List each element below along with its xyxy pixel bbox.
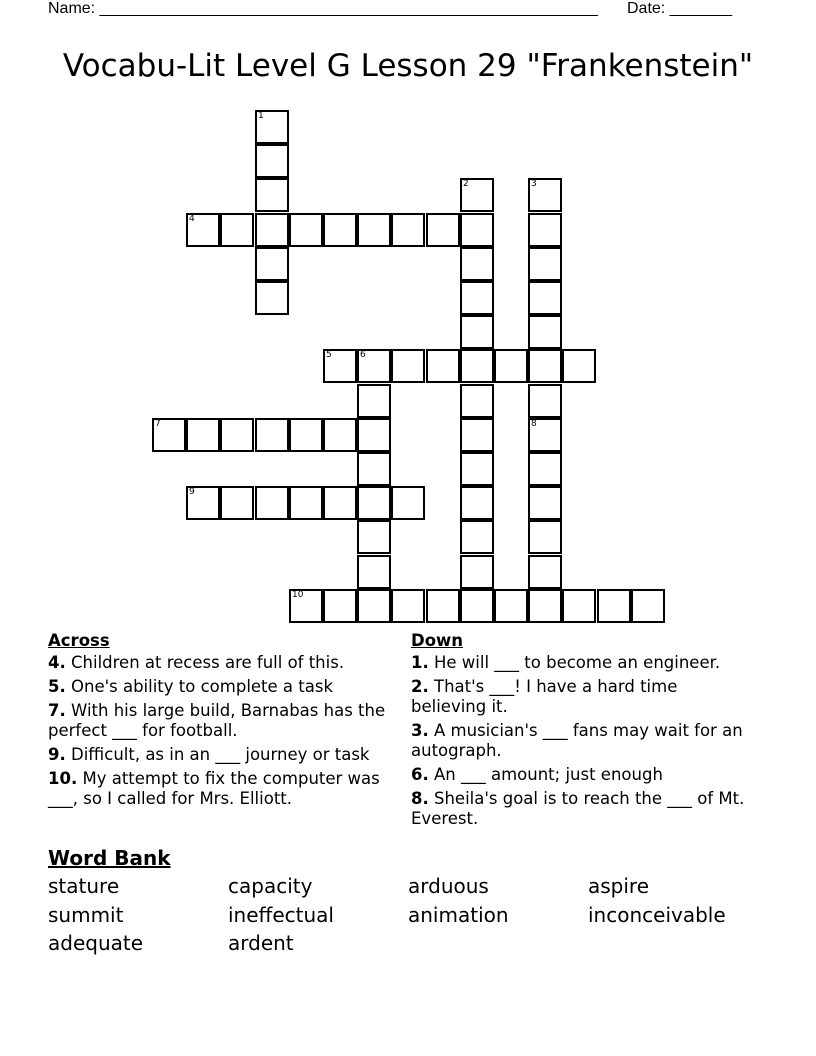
across-clue (48, 653, 388, 673)
word-bank-word: arduous (408, 874, 489, 898)
page-title: Vocabu-Lit Level G Lesson 29 "Frankenstein" (62, 48, 754, 84)
crossword-cell[interactable] (528, 452, 562, 486)
crossword-cell[interactable] (323, 589, 357, 623)
crossword-cell[interactable] (528, 349, 562, 383)
crossword-cell[interactable] (460, 281, 494, 315)
crossword-cell[interactable] (528, 520, 562, 554)
word-bank-word: ineffectual (228, 903, 334, 927)
crossword-cell[interactable] (426, 213, 460, 247)
crossword-cell[interactable] (255, 418, 289, 452)
clue-number: 4. (48, 653, 66, 672)
crossword-cell[interactable] (255, 144, 289, 178)
crossword-cell[interactable] (460, 384, 494, 418)
crossword-cell[interactable] (528, 178, 562, 212)
word-bank-word: capacity (228, 874, 313, 898)
crossword-cell[interactable] (220, 486, 254, 520)
clue-text: He will ___ to become an engineer. (434, 653, 721, 672)
crossword-cell[interactable] (391, 486, 425, 520)
word-bank-word: aspire (588, 874, 650, 898)
crossword-cell[interactable] (460, 178, 494, 212)
crossword-cell[interactable] (460, 349, 494, 383)
crossword-cell[interactable] (528, 247, 562, 281)
crossword-cell[interactable] (289, 486, 323, 520)
crossword-cell[interactable] (255, 281, 289, 315)
crossword-cell[interactable] (460, 555, 494, 589)
name-field-label: Name: ________________________________________________________ (48, 0, 598, 17)
crossword-cell[interactable] (289, 213, 323, 247)
crossword-cell[interactable] (289, 418, 323, 452)
down-clue (411, 765, 756, 785)
across-clue (48, 677, 388, 697)
crossword-cell[interactable] (426, 349, 460, 383)
cell-number: 3 (531, 179, 537, 189)
crossword-cell[interactable] (562, 589, 596, 623)
crossword-cell[interactable] (528, 315, 562, 349)
cell-number: 8 (531, 419, 537, 429)
word-bank-heading: Word Bank (48, 846, 171, 870)
clue-number: 5. (48, 677, 66, 696)
down-heading: Down (411, 631, 464, 650)
crossword-cell[interactable] (562, 349, 596, 383)
clue-text: One's ability to complete a task (71, 677, 334, 696)
clue-text: My attempt to fix the computer was ___, so I called for Mrs. Elliott. (48, 769, 380, 808)
clue-number: 3. (411, 721, 429, 740)
crossword-cell[interactable] (220, 213, 254, 247)
across-clue (48, 701, 388, 741)
crossword-cell[interactable] (460, 589, 494, 623)
down-clue (411, 677, 756, 717)
date-field-label: Date: _______ (627, 0, 732, 17)
crossword-cell[interactable] (528, 213, 562, 247)
word-bank-word: inconceivable (588, 903, 726, 927)
crossword-cell[interactable] (460, 247, 494, 281)
crossword-cell[interactable] (152, 418, 186, 452)
crossword-cell[interactable] (391, 589, 425, 623)
crossword-cell[interactable] (357, 213, 391, 247)
crossword-cell[interactable] (426, 589, 460, 623)
across-heading: Across (48, 631, 110, 650)
crossword-cell[interactable] (528, 384, 562, 418)
crossword-cell[interactable] (357, 418, 391, 452)
crossword-cell[interactable] (494, 349, 528, 383)
down-clue (411, 653, 756, 673)
crossword-cell[interactable] (255, 213, 289, 247)
crossword-cell[interactable] (323, 486, 357, 520)
crossword-cell[interactable] (323, 418, 357, 452)
cell-number: 2 (463, 179, 469, 189)
crossword-cell[interactable] (391, 213, 425, 247)
clue-text: That's ___! I have a hard time believing it. (411, 677, 678, 716)
crossword-cell[interactable] (255, 178, 289, 212)
crossword-cell[interactable] (357, 589, 391, 623)
clue-text: With his large build, Barnabas has the perfect ___ for football. (48, 701, 386, 740)
cell-number: 5 (326, 350, 332, 360)
crossword-cell[interactable] (255, 247, 289, 281)
crossword-cell[interactable] (357, 555, 391, 589)
crossword-cell[interactable] (357, 486, 391, 520)
crossword-cell[interactable] (460, 520, 494, 554)
crossword-cell[interactable] (597, 589, 631, 623)
crossword-cell[interactable] (289, 589, 323, 623)
crossword-cell[interactable] (460, 452, 494, 486)
clue-text: A musician's ___ fans may wait for an autograph. (411, 721, 743, 760)
crossword-cell[interactable] (528, 281, 562, 315)
crossword-cell[interactable] (528, 486, 562, 520)
crossword-cell[interactable] (186, 213, 220, 247)
word-bank-word: ardent (228, 931, 294, 955)
crossword-cell[interactable] (357, 384, 391, 418)
crossword-cell[interactable] (391, 349, 425, 383)
crossword-cell[interactable] (528, 418, 562, 452)
across-clue (48, 769, 388, 809)
clue-number: 10. (48, 769, 78, 788)
crossword-cell[interactable] (357, 520, 391, 554)
crossword-cell[interactable] (255, 110, 289, 144)
crossword-cell[interactable] (186, 486, 220, 520)
crossword-cell[interactable] (323, 349, 357, 383)
clue-number: 2. (411, 677, 429, 696)
clue-text: Sheila's goal is to reach the ___ of Mt. Everest. (411, 789, 745, 828)
across-clues (48, 631, 388, 813)
crossword-cell[interactable] (460, 213, 494, 247)
cell-number: 10 (292, 590, 304, 600)
crossword-cell[interactable] (460, 486, 494, 520)
clue-number: 8. (411, 789, 429, 808)
down-clue (411, 721, 756, 761)
clue-number: 1. (411, 653, 429, 672)
down-clues (411, 631, 756, 833)
crossword-cell[interactable] (357, 349, 391, 383)
crossword-cell[interactable] (494, 589, 528, 623)
word-bank-word: stature (48, 874, 120, 898)
word-bank-word: animation (408, 903, 509, 927)
across-clue (48, 745, 388, 765)
crossword-cell[interactable] (460, 418, 494, 452)
clue-number: 7. (48, 701, 66, 720)
clue-number: 9. (48, 745, 66, 764)
crossword-cell[interactable] (460, 315, 494, 349)
word-bank-word: summit (48, 903, 124, 927)
clue-text: Difficult, as in an ___ journey or task (71, 745, 370, 764)
cell-number: 7 (155, 419, 161, 429)
crossword-cell[interactable] (255, 486, 289, 520)
cell-number: 4 (189, 214, 195, 224)
crossword-cell[interactable] (186, 418, 220, 452)
crossword-cell[interactable] (220, 418, 254, 452)
clue-text: An ___ amount; just enough (434, 765, 663, 784)
cell-number: 1 (258, 111, 264, 121)
crossword-cell[interactable] (528, 555, 562, 589)
cell-number: 9 (189, 487, 195, 497)
crossword-cell[interactable] (323, 213, 357, 247)
crossword-cell[interactable] (357, 452, 391, 486)
clue-text: Children at recess are full of this. (71, 653, 345, 672)
down-clue (411, 789, 756, 829)
cell-number: 6 (360, 350, 366, 360)
crossword-cell[interactable] (631, 589, 665, 623)
word-bank-word: adequate (48, 931, 144, 955)
clue-number: 6. (411, 765, 429, 784)
crossword-cell[interactable] (528, 589, 562, 623)
